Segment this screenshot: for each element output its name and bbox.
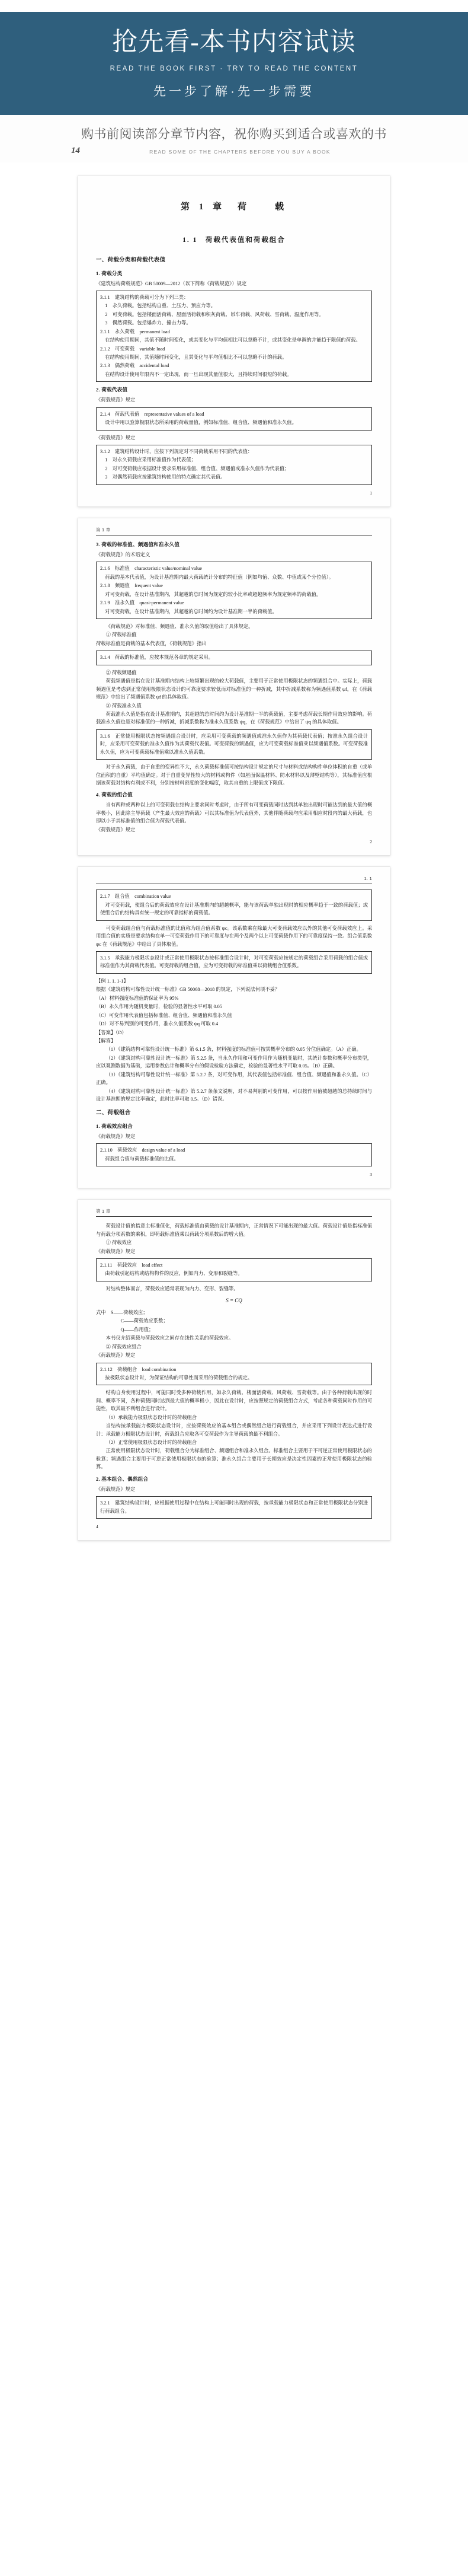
example-option: （B）永久作用为随机变量时，检验的显著性水平可取 0.05 [96, 1004, 222, 1010]
clause-line: 按极限状态设计时，为保证结构的可靠性而采用的荷载组合的规定。 [100, 1375, 253, 1381]
page-number: 3 [370, 1171, 372, 1177]
clause-line: 2 可变荷载。包括楼面活荷载、屋面活荷载和积灰荷载、吊车荷载、风荷载、雪荷载、温度作用等。 [100, 311, 324, 317]
example-option: （D）对不易判别的可变作用，准永久值系数 ψq 可取 0.4 [96, 1021, 219, 1027]
body-paragraph: 《荷载规范》对标准值、频遇值、准永久值的取值给出了具体规定。 [105, 624, 254, 630]
clause-line: 3 偶然荷载。包括爆炸力、撞击力等。 [100, 320, 191, 326]
section-title: 1. 1 荷载代表值和荷载组合 [182, 236, 286, 244]
source-note: 《荷载规范》规定 [96, 827, 136, 833]
clause-line: 2.1.4 荷载代表值 representative values of a load [100, 411, 204, 417]
body-paragraph: 荷载设计值的措意主标准值化，荷载标准值由荷载的设计基准期内，正常情况下可能出现的最大值。荷载设计值是指标准值与荷载分项系数的乘积，即荷载标准值乘以荷载分项系数后的增大值。 [96, 1223, 372, 1237]
clause-line: 荷载组合值与荷载标准值的比值。 [100, 1156, 179, 1162]
standard-quote-box [96, 562, 372, 619]
clause-line: 2.1.11 荷载效应 load effect [100, 1262, 163, 1268]
solution-item: （1）《建筑结构可靠性设计统一标准》第 6.1.5 条，材料强度的标准值可按其概率分布的 0.05 分位值确定。（A）正确。 [105, 1047, 361, 1053]
source-note: 《荷载规范》规定 [96, 1133, 136, 1139]
body-paragraph: 结构自身使用过程中，可能同时受多种荷载作用，如永久荷载、楼面活荷载、风荷载、雪荷载等。由于各种荷载出现的时间、概率不同，各种荷载同时达到最大值的概率极小，因此在设计时，应按照规定的荷载组合方式，考虑各种荷载同时作用的可能性，取其最不利组合进行设计。 [96, 1390, 372, 1412]
formula: S = CQ [226, 1297, 242, 1304]
where-label: 式中 S——荷载效应； [96, 1309, 148, 1315]
sub-heading: ① 荷载效应 [105, 1240, 132, 1246]
book-page-3 [78, 866, 390, 1188]
standard-quote-box [96, 951, 372, 974]
body-paragraph: 可变荷载组合值与荷载标准值的比值称为组合值系数 ψc。该系数乘在除最大可变荷载效应以外的其他可变荷载效应上。采用组合值的实质是要求结构在单一可变荷载作用下的可靠度与在两个及两个以上可变荷载作用下的可靠度保持一致。组合值系数 ψc 在《荷载规范》中给出了具体取值。 [96, 925, 372, 947]
clause-line: 由荷载引起结构或结构构件的反应，例如内力、变形和裂缝等。 [100, 1271, 243, 1277]
answer-line [96, 1029, 372, 1037]
where-note: 本书仅介绍荷载与荷载效应之间存在线性关系的荷载效应。 [105, 1335, 234, 1341]
example-stem: 根据《建筑结构可靠性设计统一标准》GB 50068—2018 的规定，下列说法何项不妥？ [96, 987, 280, 993]
sub-heading: ③ 荷载准永久值 [105, 703, 142, 709]
where-row: C——荷载效应系数； [105, 1318, 168, 1324]
body-paragraph: 当结构按承载能力极限状态设计时，应按荷载效应的基本组合或偶然组合进行荷载组合，并应采用下列设计表达式进行设计：承载能力极限状态设计时，荷载组合应取各可变荷载作为主导荷载的最不利组合。 [96, 1423, 372, 1437]
clause-line: 在结构设计使用年限内不一定出现，而一旦出现其量值很大，且持续时间很短的荷载。 [100, 371, 292, 377]
source-note: 《荷载规范》的术语定义 [96, 551, 150, 557]
clause-line: 2.1.7 组合值 combination value [100, 894, 171, 900]
clause-line: 2.1.3 偶然荷载 accidental load [100, 363, 169, 369]
running-head: 第 1 章 [96, 527, 111, 533]
promo-block [0, 115, 468, 162]
standard-quote-box [96, 651, 372, 665]
sub-heading: ② 荷载频遇值 [105, 669, 137, 675]
book-page-4 [78, 1199, 390, 1541]
top-white-strip [0, 0, 468, 12]
clause-line: 1 永久荷载。包括结构自重、土压力、预应力等。 [100, 303, 216, 309]
standard-quote-box [96, 407, 372, 431]
where-row: Q——作用值； [105, 1327, 154, 1332]
example-option: （C）可变作用代表值包括标准值、组合值、频遇值和准永久值 [96, 1012, 232, 1018]
clause-line: 对可变荷载，使组合后的荷载效应在设计基准期内的超越概率，能与该荷载单独出现时的相应概率趋于一致的荷载值；或使组合后的结构具有统一规定的可靠指标的荷载值。 [100, 902, 368, 916]
body-paragraph: （2）正常使用极限状态设计时的荷载组合 [105, 1440, 197, 1445]
source-note: 《荷载规范》规定 [96, 1486, 136, 1492]
book-page-2 [78, 518, 390, 856]
clause-line: 2 对可变荷载应根据设计要求采用标准值、组合值、频遇值或准永久值作为代表值； [100, 466, 290, 471]
standard-quote-box [96, 1258, 372, 1281]
promo-row [0, 146, 468, 159]
running-head: 第 1 章 [96, 1209, 111, 1214]
standard-quote-box [96, 445, 372, 485]
solution-item: （2）《建筑结构可靠性设计统一标准》第 5.2.5 条，当永久作用和可变作用作为随机变量时，其统计参数和概率分布类型，应以观测数据为基础，运用参数估计和概率分布的假设检验方法确定，检验的显著性水平可取 0.05。（B）正确。 [96, 1055, 372, 1069]
clause-line: 3.2.1 建筑结构设计时，应根据使用过程中在结构上可能同时出现的荷载，按承载能力极限状态和正常使用极限状态分别进行荷载组合。 [100, 1500, 368, 1514]
body-paragraph: 对于永久荷载，由于自重的变异性不大，永久荷载标准值可按结构设计规定的尺寸与材料或结构构件单位体积的自重（或单位面积的自重）平均值确定。对于自重变异性较大的材料或构件（如屋面保温材料、防水材料以及薄壁结构等），其标准值应根据该荷载对结构有利或不利，分别按材料密度的变化幅度，取其自重的上限值或下限值。 [96, 764, 372, 786]
sub-heading: ② 荷载效应组合 [105, 1344, 142, 1350]
clause-line: 对可变荷载，在设计基准期内，其超越的总时间为规定的较小比率或超越频率为规定频率的荷载值。 [100, 591, 322, 597]
solution-label: 【解答】 [96, 1038, 116, 1044]
clause-line: 3 对偶然荷载应按建筑结构使用的特点确定其代表值。 [100, 474, 226, 480]
clause-line: 2.1.10 荷载效应 design value of a load [100, 1147, 185, 1153]
body-paragraph: 荷载准永久值是指在设计基准期内，其超越的总时间约为设计基准期一半的荷载值，主要考虑荷载长期作用效应的影响。荷载准永久值也是对标准值的一种折减，折减系数称为准永久值系数 ψq，在《荷载规范》中给出了 ψq 的具体取值。 [96, 711, 372, 725]
clause-line: 1 对永久荷载应采用标准值作为代表值； [100, 457, 196, 463]
heading-level2: 2. 基本组合、偶然组合 [96, 1475, 149, 1482]
body-paragraph: （1）承载能力极限状态设计时的荷载组合 [105, 1414, 197, 1420]
sub-heading: ① 荷载标准值 [105, 632, 137, 638]
example-option: （A）材料强度标准值的保证率为 95% [96, 995, 179, 1001]
clause-line: 2.1.2 可变荷载 variable load [100, 346, 165, 352]
header-rule [96, 1216, 372, 1217]
body-paragraph: 对结构整体而言，荷载效应通常表现为内力、变形、裂缝等。 [105, 1286, 239, 1292]
heading-level2: 1. 荷载效应组合 [96, 1123, 133, 1129]
answer-label: 【答案】 [96, 1029, 116, 1035]
standard-quote-box [96, 1143, 372, 1166]
clause-line: 2.1.8 频遇值 frequent value [100, 583, 163, 589]
standard-quote-box [96, 1496, 372, 1519]
banner-title: 抢先看-本书内容试读 [112, 28, 356, 56]
source-note: 《荷载规范》规定 [96, 1248, 136, 1254]
example-label: 【例 1. 1. 1-1】 [96, 978, 129, 984]
clause-line: 在结构使用期间，其值随时间变化，且其变化与平均值相比不可以忽略不计的荷载。 [100, 355, 287, 361]
clause-line: 2.1.1 永久荷载 permanent load [100, 329, 170, 334]
clause-line: 3.1.2 建筑结构设计时，应按下列规定对不同荷载采用不同的代表值： [100, 449, 253, 455]
clause-line: 荷载的基本代表值，为设计基准期内最大荷载统计分布的特征值（例如均值、众数、中值或某个分位值）。 [100, 574, 334, 580]
clause-line: 在结构使用期间，其值不随时间变化，或其变化与平均值相比可以忽略不计，或其变化是单调的并能趋于限值的荷载。 [100, 337, 361, 343]
clause-line: 对可变荷载，在设计基准期内，其超越的总时间约为设计基准期一半的荷载值。 [100, 608, 277, 614]
body-paragraph: 荷载频遇值是指在设计基准期内结构上较频繁出现的较大荷载值，主要用于正常使用极限状态的频遇组合中。实际上，荷载频遇值是考虑到正常使用极限状态设计的可靠度要求较低而对标准值的一种折减，其中折减系数称为频遇值系数 ψf，在《荷载规范》中给出了频遇值系数 ψf 的具体取值。 [96, 678, 372, 700]
body-paragraph: 正常使用极限状态设计时，荷载组合分为标准组合、频遇组合和准永久组合。标准组合主要用于不可逆正常使用极限状态的验算；频遇组合主要用于可逆正常使用极限状态的验算；准永久组合主要用于长期效应是决定性因素的正常使用极限状态的验算。 [96, 1448, 372, 1470]
solution-item: （4）《建筑结构可靠性设计统一标准》第 5.2.7 条条文说明，对不易判别的可变作用，可以按作用值被超越的总持续时间与设计基准期的规定比率确定，此时比率可取 0.5。（D）错误。 [96, 1088, 372, 1102]
standard-quote-box [96, 729, 372, 760]
clause-line: 3.1.6 正常使用极限状态按频遇组合设计时，应采用可变荷载的频遇值或准永久值作为其荷载代表值；按准永久组合设计时，应采用可变荷载的准永久值作为其荷载代表值。可变荷载的频遇值，应为可变荷载标准值乘以频遇值系数。可变荷载准永久值，应为可变荷载标准值乘以准永久值系数。 [100, 733, 368, 755]
promo-line-cn: 购书前阅读部分章节内容，祝你购买到适合或喜欢的书 [81, 127, 387, 142]
heading-level1: 二、荷载组合 [96, 1110, 131, 1117]
clause-line: 3.1.5 承载能力极限状态设计或正常使用极限状态按标准组合设计时，对可变荷载应按规定的荷载组合采用荷载的组合值或标准值作为其荷载代表值。可变荷载的组合值，应为可变荷载的标准值乘以荷载组合值系数。 [100, 955, 368, 969]
source-note: 《建筑结构荷载规范》GB 50009—2012（以下简称《荷载规范》）规定 [96, 280, 247, 286]
standard-quote-box [96, 890, 372, 920]
source-note: 《荷载规范》规定 [96, 397, 136, 403]
solution-item: （3）《建筑结构可靠性设计统一标准》第 5.2.7 条，对可变作用，其代表值包括标准值、组合值、频遇值和准永久值。（C）正确。 [96, 1072, 372, 1086]
heading-level2: 3. 荷载的标准值、频遇值和准永久值 [96, 541, 180, 548]
standard-quote-box [96, 1363, 372, 1386]
page-number: 4 [96, 1523, 98, 1529]
clause-line: 2.1.9 准永久值 quasi-permanent value [100, 600, 184, 606]
heading-level2: 2. 荷载代表值 [96, 387, 128, 393]
source-note: 《荷载规范》规定 [96, 435, 136, 441]
clause-line: 设计中用以验算极限状态所采用的荷载量值，例如标准值、组合值、频遇值和准永久值。 [100, 420, 297, 426]
chapter-title: 第 1 章 荷 载 [180, 202, 287, 212]
promo-banner [0, 12, 468, 115]
promo-number: 14 [71, 146, 80, 156]
book-page-1 [78, 176, 390, 507]
clause-line: 2.1.6 标准值 characteristic value/nominal value [100, 566, 202, 572]
heading-level1: 一、荷载分类和荷载代表值 [96, 257, 166, 264]
body-paragraph: 当有两种或两种以上的可变荷载在结构上要求同时考虑时，由于所有可变荷载同时达到其单独出现时可能达到的最大值的概率极小，因此除主导荷载（产生最大效应的荷载）可以其标准值为代表值外，其他伴随荷载均应采用相应时段内的最大荷载，也即以小于其标准值的组合值为荷载代表值。 [96, 802, 372, 824]
heading-level2: 1. 荷载分类 [96, 270, 123, 276]
clause-line: 3.1.4 荷载的标准值，应按本规范各章的规定采用。 [100, 655, 213, 661]
clause-line: 3.1.1 建筑结构的荷载可分为下列三类： [100, 294, 189, 300]
promo-line-en: READ SOME OF THE CHAPTERS BEFORE YOU BUY A BOOK [149, 149, 331, 155]
banner-subtitle-en: READ THE BOOK FIRST · TRY TO READ THE CONTENT [110, 65, 358, 73]
clause-line: 2.1.12 荷载组合 load combination [100, 1366, 177, 1372]
banner-subtitle-cn: 先一步了解·先一步需要 [153, 85, 315, 99]
source-note: 《荷载规范》规定 [96, 1353, 136, 1359]
running-head: 1. 1 [364, 876, 372, 882]
answer-value: （D） [116, 1029, 127, 1035]
heading-level2: 4. 荷载的组合值 [96, 792, 133, 798]
page-number: 2 [370, 839, 372, 845]
standard-quote-box [96, 291, 372, 382]
page-number: 1 [370, 490, 372, 496]
body-paragraph: 荷载标准值是荷载的基本代表值，《荷载规范》指出 [96, 640, 207, 646]
